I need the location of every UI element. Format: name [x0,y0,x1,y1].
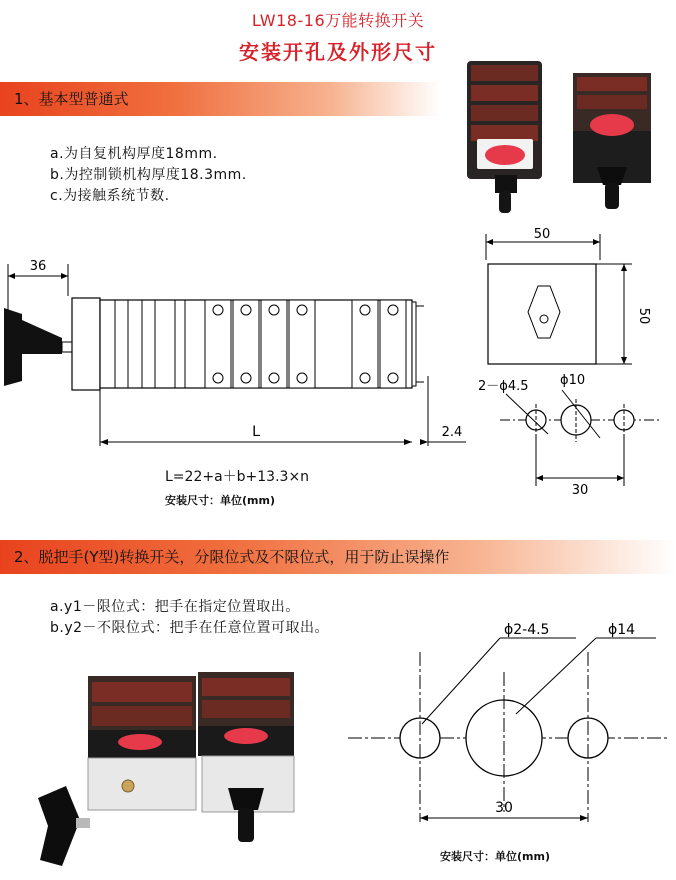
note-y1: a.y1－限位式：把手在指定位置取出。 [50,599,300,615]
note-c: c.为接触系统节数. [50,188,170,204]
switch-left-photo [467,61,542,213]
switch-right-photo [573,73,651,209]
switch-y-left-photo [88,676,196,810]
dim-36-label: 36 [29,259,47,274]
product-photo-switches-2 [28,670,303,870]
unit-note-2: 安装尺寸：单位(mm) [440,850,550,863]
note-y2: b.y2－不限位式：把手在任意位置可取出。 [50,620,330,636]
removed-handle-photo [38,786,90,866]
title-line-1: LW18-16万能转换开关 [251,11,425,30]
y-type-cutout-drawing [340,612,670,842]
section-1-heading: 1、基本型普通式 [0,82,440,116]
hole-spacing-label: 30 [571,483,589,498]
panel-height-label: 50 [636,307,651,325]
contact-blocks [205,300,406,388]
front-panel [72,298,100,390]
section-2-notes [50,597,329,639]
section-1-notes [50,144,247,207]
handle-shape [4,308,62,386]
note-b: b.为控制锁机构厚度18.3mm. [50,167,247,183]
note-a: a.为自复机构厚度18mm. [50,146,218,162]
small-hole-label: 2－ϕ4.5 [478,379,529,394]
y-hole-spacing-label: 30 [495,800,513,816]
y-big-hole-label: ϕ14 [608,622,636,638]
length-formula: L=22+a＋b+13.3×n [165,469,310,485]
y-small-hole-label: ϕ2-4.5 [504,622,550,638]
big-hole-label: ϕ10 [560,373,586,388]
panel-cutout-drawing [472,224,672,504]
product-photo-switches-1 [455,55,670,215]
section-2-heading: 2、脱把手(Y型)转换开关，分限位式及不限位式，用于防止误操作 [0,540,676,574]
dim-2-4-label: 2.4 [441,425,463,440]
switch-y-right-photo [198,672,294,842]
panel-width-label: 50 [533,227,551,242]
unit-note-1: 安装尺寸：单位(mm) [165,494,275,507]
title-line-2: 安装开孔及外形尺寸 [239,40,437,64]
dim-L-label: L [252,424,260,440]
